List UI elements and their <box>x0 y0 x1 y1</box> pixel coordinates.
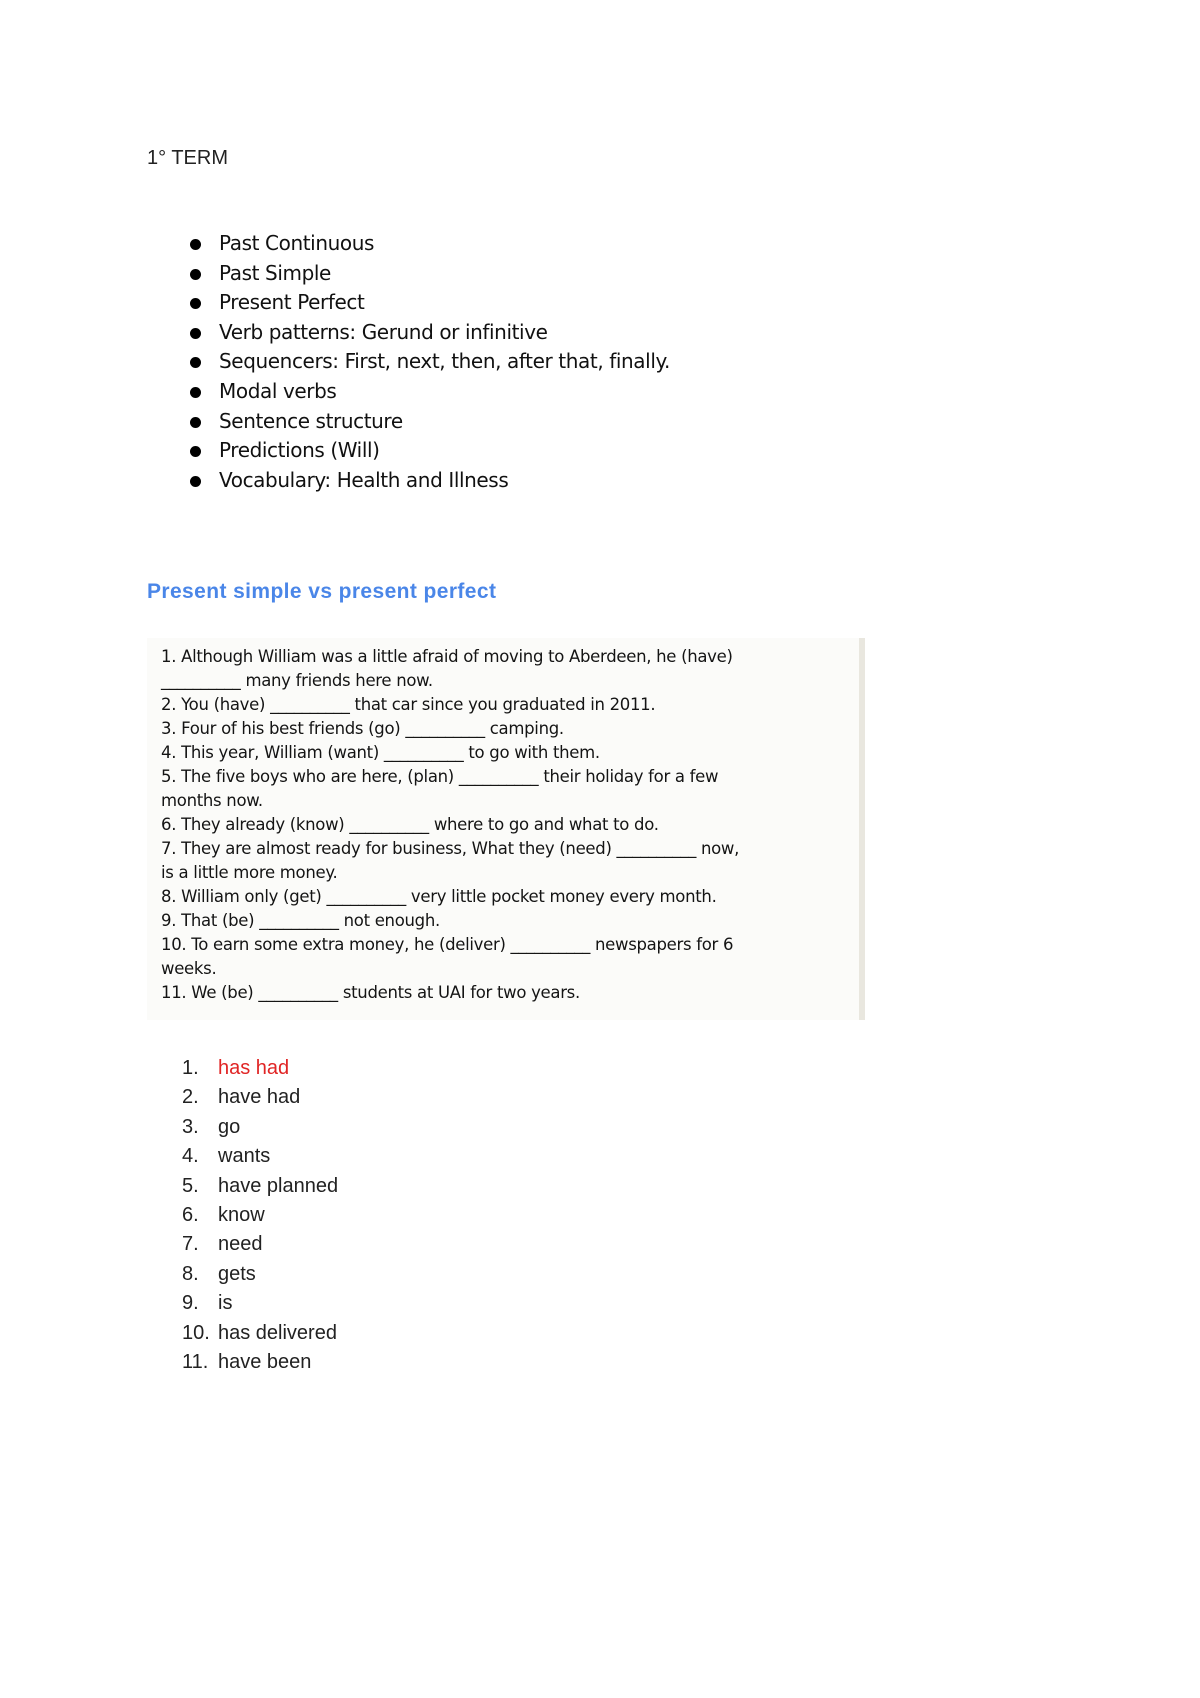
answer-item <box>182 1289 338 1318</box>
exercise-line: weeks. <box>161 959 217 978</box>
answer-number: 5. <box>182 1174 199 1197</box>
bullet-icon <box>190 476 201 487</box>
answer-number: 3. <box>182 1115 199 1138</box>
topic-item <box>190 436 670 466</box>
exercise-line: 2. You (have) __________ that car since you graduated in 2011. <box>161 695 656 714</box>
topic-item <box>190 377 670 407</box>
exercise-line: __________ many friends here now. <box>161 671 433 690</box>
topic-item <box>190 259 670 289</box>
topic-item <box>190 288 670 318</box>
bullet-icon <box>190 239 201 250</box>
topic-item <box>190 466 670 496</box>
topic-text: Past Continuous <box>219 231 374 255</box>
answer-text: has delivered <box>218 1321 337 1344</box>
exercise-line: months now. <box>161 791 263 810</box>
term-label: 1° TERM <box>147 147 228 169</box>
answer-item <box>182 1319 338 1348</box>
section-heading: Present simple vs present perfect <box>147 580 497 603</box>
answer-text: has had <box>218 1057 290 1079</box>
answer-number: 10. <box>182 1321 210 1344</box>
answer-text: need <box>218 1233 263 1256</box>
topic-item <box>190 347 670 377</box>
topic-text: Sequencers: First, next, then, after that, finally. <box>219 349 671 374</box>
answer-number: 7. <box>182 1233 199 1256</box>
answer-text: go <box>218 1115 241 1138</box>
topic-text: Predictions (Will) <box>219 438 380 463</box>
topic-item <box>190 318 670 348</box>
answer-number: 9. <box>182 1292 199 1315</box>
answer-number: 4. <box>182 1145 199 1168</box>
answers-list <box>182 1054 338 1377</box>
exercise-line: 4. This year, William (want) __________ to go with them. <box>161 743 600 762</box>
topic-text: Modal verbs <box>219 378 337 403</box>
bullet-icon <box>190 328 201 339</box>
answer-text: have planned <box>218 1174 339 1197</box>
answer-item <box>182 1142 338 1171</box>
answer-text: have been <box>218 1351 312 1374</box>
exercise-line: 6. They already (know) __________ where to go and what to do. <box>161 815 659 834</box>
topics-list <box>190 229 670 495</box>
answer-number: 11. <box>182 1351 209 1374</box>
bullet-icon <box>190 446 201 457</box>
topic-text: Verb patterns: Gerund or infinitive <box>219 319 548 344</box>
answer-item <box>182 1260 338 1289</box>
answer-item <box>182 1113 338 1142</box>
bullet-icon <box>190 357 201 368</box>
answer-item <box>182 1348 338 1377</box>
exercise-line: 9. That (be) __________ not enough. <box>161 911 440 930</box>
exercise-line: 7. They are almost ready for business, What they (need) __________ now, <box>161 839 740 858</box>
exercise-line: is a little more money. <box>161 863 338 882</box>
answer-number: 2. <box>182 1086 199 1109</box>
exercise-image <box>147 638 865 1020</box>
answer-text: gets <box>218 1262 256 1285</box>
topic-text: Sentence structure <box>219 408 403 433</box>
topic-text: Past Simple <box>219 260 331 285</box>
answer-text: know <box>218 1204 265 1227</box>
answer-item <box>182 1054 338 1083</box>
topic-text: Vocabulary: Health and Illness <box>219 467 509 492</box>
bullet-icon <box>190 298 201 309</box>
answer-item <box>182 1083 338 1112</box>
exercise-line: 5. The five boys who are here, (plan) __________ their holiday for a few <box>161 767 719 786</box>
exercise-line: 10. To earn some extra money, he (deliver) __________ newspapers for 6 <box>161 935 734 954</box>
topic-item <box>190 229 670 259</box>
exercise-line: 1. Although William was a little afraid of moving to Aberdeen, he (have) <box>161 647 733 666</box>
topic-item <box>190 407 670 437</box>
answer-text: have had <box>218 1086 301 1109</box>
bullet-icon <box>190 387 201 398</box>
bullet-icon <box>190 417 201 428</box>
exercise-line: 11. We (be) __________ students at UAI for two years. <box>161 983 580 1002</box>
exercise-lines <box>161 645 835 1005</box>
answer-number: 6. <box>182 1204 199 1227</box>
bullet-icon <box>190 269 201 280</box>
answer-text: wants <box>218 1145 271 1168</box>
answer-number: 1. <box>182 1057 199 1079</box>
answer-number: 8. <box>182 1262 199 1285</box>
answer-item <box>182 1201 338 1230</box>
topic-text: Present Perfect <box>219 290 365 315</box>
answer-item <box>182 1172 338 1201</box>
exercise-line: 8. William only (get) __________ very little pocket money every month. <box>161 887 717 906</box>
answer-text: is <box>218 1292 233 1315</box>
exercise-line: 3. Four of his best friends (go) __________ camping. <box>161 719 564 738</box>
answer-item <box>182 1230 338 1259</box>
